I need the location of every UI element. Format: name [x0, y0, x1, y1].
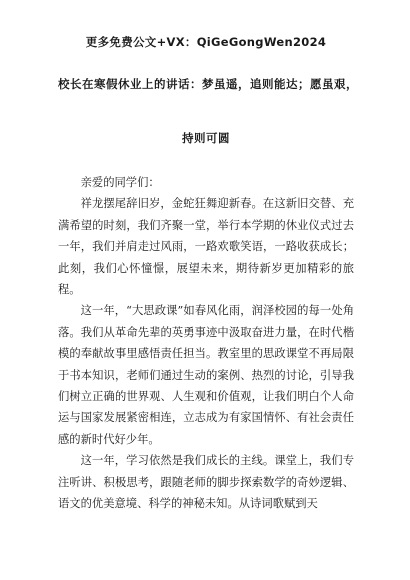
- paragraph-3: 这一年，学习依然是我们成长的主线。课堂上，我们专注听讲、积极思考，跟随老师的脚步探索数学的奇妙逻辑、语文的优美意境、科学的神秘未知。从诗词歌赋到天: [58, 454, 354, 511]
- document-body: [58, 172, 354, 515]
- document-title-line-1: 校长在寒假休业上的讲话：梦虽遥，追则能达；愿虽艰，: [58, 77, 358, 91]
- salutation: 亲爱的同学们：: [80, 176, 160, 189]
- paragraph-2: 这一年，“大思政课”如春风化雨，润泽校园的每一处角落。我们从革命先辈的英勇事迹中汲取奋进力量，在时代楷模的奉献故事里感悟责任担当。教室里的思政课堂不再局限于书本知识，老师们通过生动的案例、热烈的讨论，引导我们树立正确的世界观、人生观和价值观，让我们明白个人命运与国家发展紧密相连，立志成为有家国情怀、有社会责任感的新时代好少年。: [58, 304, 354, 446]
- document-header: 更多免费公文+VX：QiGeGongWen2024: [85, 35, 327, 49]
- document-title-line-2: 持则可圆: [182, 131, 230, 145]
- paragraph-1: 祥龙摆尾辞旧岁，金蛇狂舞迎新春。在这新旧交替、充满希望的时刻，我们齐聚一堂，举行本学期的休业仪式过去一年，我们并肩走过风雨，一路欢歌笑语，一路收获成长；此刻，我们心怀憧憬，展望未来，期待新岁更加精彩的旅程。: [58, 197, 354, 297]
